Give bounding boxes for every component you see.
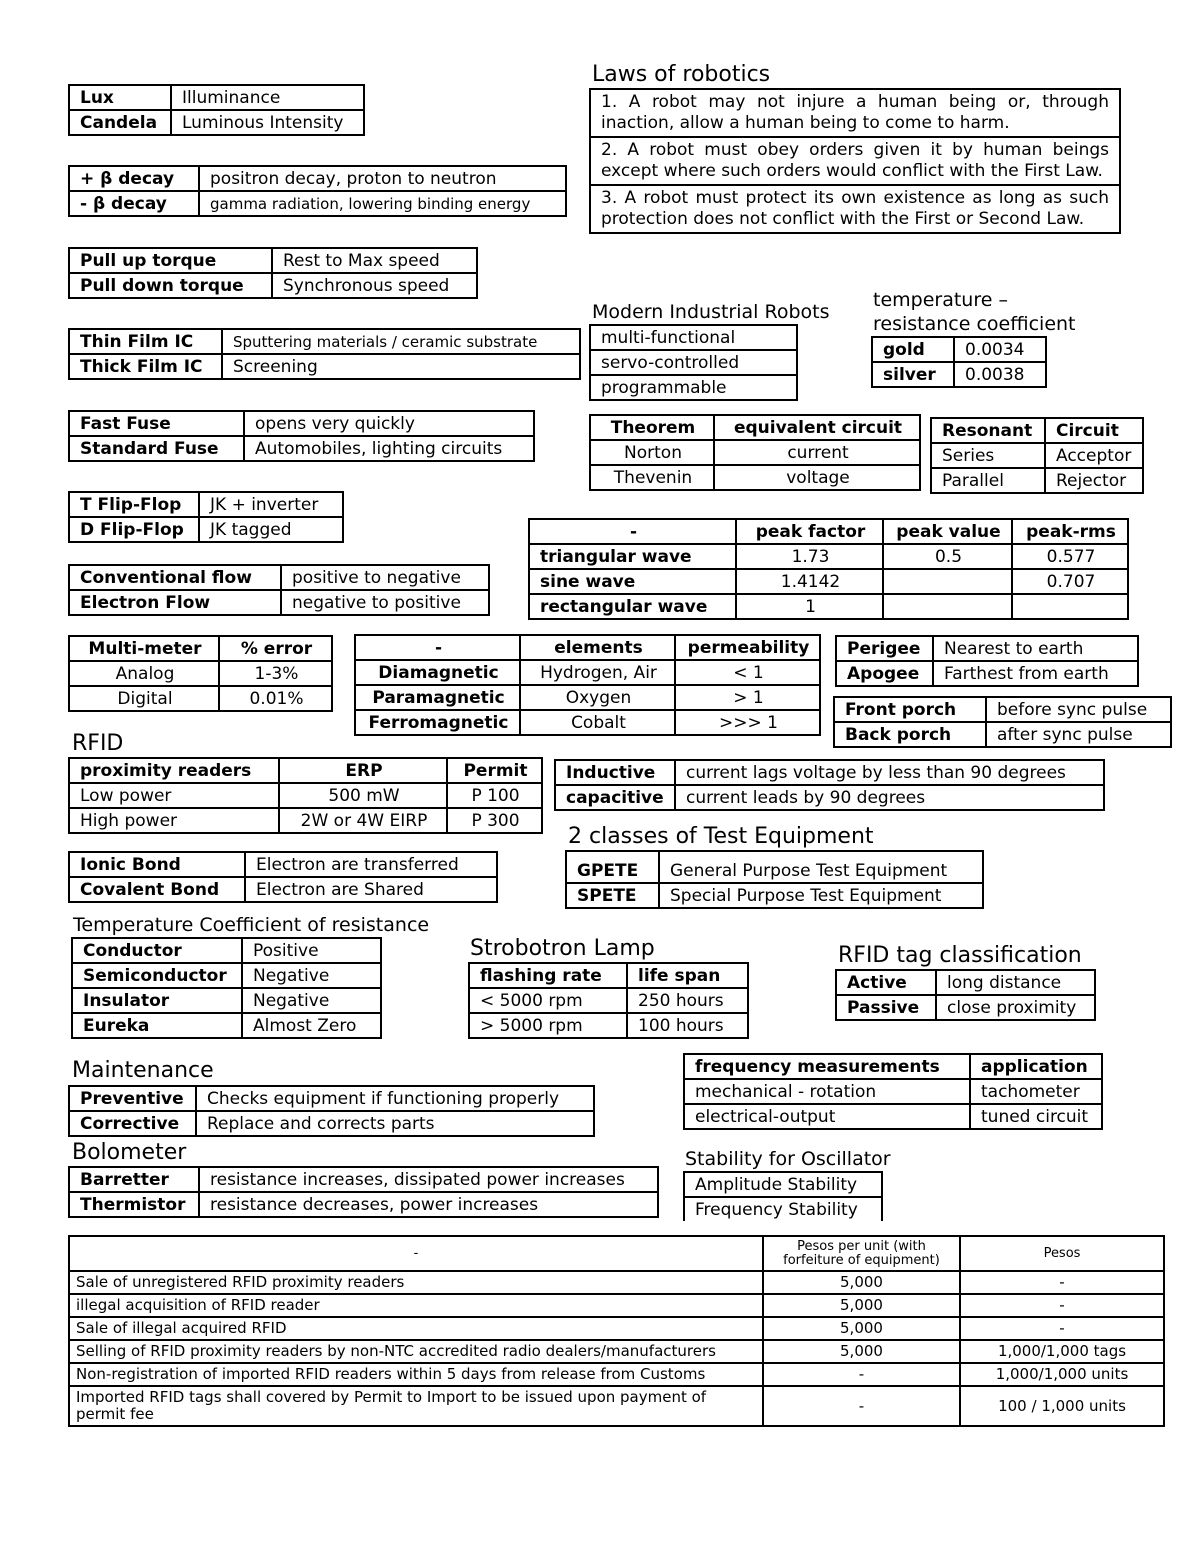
cell: Frequency Stability xyxy=(684,1197,882,1221)
cell: 5,000 xyxy=(763,1317,960,1340)
definition-cell: resistance decreases, power increases xyxy=(199,1192,658,1217)
definition-cell: close proximity xyxy=(936,995,1095,1020)
term-cell: Back porch xyxy=(834,722,986,747)
definition-cell: Negative xyxy=(242,963,381,988)
cell: 1,000/1,000 tags xyxy=(960,1340,1164,1363)
cell: 5,000 xyxy=(763,1271,960,1294)
term-cell: Preventive xyxy=(69,1086,196,1111)
cell: P 100 xyxy=(447,783,542,808)
header-cell: equivalent circuit xyxy=(714,415,920,440)
cell: 2W or 4W EIRP xyxy=(279,808,447,833)
definition-cell: Electron are Shared xyxy=(245,877,497,902)
value-cell: 0.0038 xyxy=(954,362,1046,387)
term-cell: Front porch xyxy=(834,697,986,722)
header-cell: % error xyxy=(219,636,332,661)
term-cell: Thick Film IC xyxy=(69,354,222,379)
header-cell: life span xyxy=(627,963,748,988)
definition-cell: Sputtering materials / ceramic substrate xyxy=(222,329,580,354)
term-cell: T Flip-Flop xyxy=(69,492,199,517)
test-equip-title: 2 classes of Test Equipment xyxy=(568,824,874,849)
definition-cell: Negative xyxy=(242,988,381,1013)
cell: electrical-output xyxy=(684,1104,970,1129)
temp-res-title-1: temperature – xyxy=(873,289,1008,311)
beta-decay-table xyxy=(68,165,567,217)
bolometer-title: Bolometer xyxy=(72,1140,187,1165)
cell: - xyxy=(960,1294,1164,1317)
cell: Paramagnetic xyxy=(355,685,520,710)
cell: Cobalt xyxy=(520,710,675,735)
cell: Parallel xyxy=(931,468,1045,493)
definition-cell: long distance xyxy=(936,970,1095,995)
strobotron-title: Strobotron Lamp xyxy=(470,936,655,961)
law-item: 1. A robot may not injure a human being or, through inaction, allow a human being to come to harm. xyxy=(590,89,1120,137)
cell: Acceptor xyxy=(1045,443,1143,468)
definition-cell: current leads by 90 degrees xyxy=(675,785,1104,810)
cell: rectangular wave xyxy=(529,594,736,619)
resonant-table xyxy=(930,417,1144,494)
cell: 250 hours xyxy=(627,988,748,1013)
cell: 5,000 xyxy=(763,1340,960,1363)
header-cell: - xyxy=(529,519,736,544)
cell: Sale of illegal acquired RFID xyxy=(69,1317,763,1340)
header-cell: ERP xyxy=(279,758,447,783)
term-cell: Fast Fuse xyxy=(69,411,244,436)
cell: Imported RFID tags shall covered by Permit to Import to be issued upon payment of permit fee xyxy=(69,1386,763,1426)
current-flow-table xyxy=(68,564,490,616)
lux-table xyxy=(68,84,365,136)
strobotron-table xyxy=(468,962,749,1039)
value-cell: 0.0034 xyxy=(954,337,1046,362)
cell: 0.707 xyxy=(1012,569,1128,594)
term-cell: Passive xyxy=(836,995,936,1020)
cell: - xyxy=(960,1271,1164,1294)
term-cell: D Flip-Flop xyxy=(69,517,199,542)
cell: programmable xyxy=(590,375,797,400)
term-cell: gold xyxy=(872,337,954,362)
term-cell: Covalent Bond xyxy=(69,877,245,902)
header-cell: Circuit xyxy=(1045,418,1143,443)
cell: Norton xyxy=(590,440,714,465)
bolometer-table xyxy=(68,1166,659,1218)
term-cell: Thin Film IC xyxy=(69,329,222,354)
header-cell: proximity readers xyxy=(69,758,279,783)
term-cell: Electron Flow xyxy=(69,590,281,615)
definition-cell: Automobiles, lighting circuits xyxy=(244,436,534,461)
term-cell: Active xyxy=(836,970,936,995)
cell: 100 / 1,000 units xyxy=(960,1386,1164,1426)
cell: > 5000 rpm xyxy=(469,1013,627,1038)
cell: Diamagnetic xyxy=(355,660,520,685)
robots-title: Modern Industrial Robots xyxy=(592,301,830,323)
temp-coef-title: Temperature Coefficient of resistance xyxy=(73,914,430,936)
definition-cell: Rest to Max speed xyxy=(272,248,477,273)
header-cell: Multi-meter xyxy=(69,636,219,661)
cell: High power xyxy=(69,808,279,833)
definition-cell: Luminous Intensity xyxy=(171,110,364,135)
term-cell: - β decay xyxy=(69,191,199,216)
cell: Sale of unregistered RFID proximity readers xyxy=(69,1271,763,1294)
term-cell: Corrective xyxy=(69,1111,196,1136)
cell: Thevenin xyxy=(590,465,714,490)
definition-cell: Farthest from earth xyxy=(933,661,1138,686)
cell: Ferromagnetic xyxy=(355,710,520,735)
header-cell: - xyxy=(69,1236,763,1271)
definition-cell: Checks equipment if functioning properly xyxy=(196,1086,594,1111)
cell: 1,000/1,000 units xyxy=(960,1363,1164,1386)
term-cell: Apogee xyxy=(836,661,933,686)
definition-cell: Replace and corrects parts xyxy=(196,1111,594,1136)
term-cell: Barretter xyxy=(69,1167,199,1192)
rfid-title: RFID xyxy=(72,731,124,756)
cell: Selling of RFID proximity readers by non-NTC accredited radio dealers/manufacturers xyxy=(69,1340,763,1363)
bond-table xyxy=(68,851,498,903)
term-cell: Pull up torque xyxy=(69,248,272,273)
rfid-tag-table xyxy=(835,969,1096,1021)
header-cell: Permit xyxy=(447,758,542,783)
stability-table xyxy=(683,1171,883,1221)
flipflop-table xyxy=(68,491,344,543)
term-cell: Inductive xyxy=(555,760,675,785)
header-cell: Theorem xyxy=(590,415,714,440)
definition-cell: after sync pulse xyxy=(986,722,1171,747)
cell: servo-controlled xyxy=(590,350,797,375)
law-item: 3. A robot must protect its own existence as long as such protection does not conflict with the First or Second Law. xyxy=(590,185,1120,233)
fuse-table xyxy=(68,410,535,462)
cell: Hydrogen, Air xyxy=(520,660,675,685)
law-item: 2. A robot must obey orders given it by human beings except where such orders would conflict with the First Law. xyxy=(590,137,1120,185)
laws-title: Laws of robotics xyxy=(592,62,771,87)
term-cell: Standard Fuse xyxy=(69,436,244,461)
cell: > 1 xyxy=(675,685,820,710)
cell: 0.01% xyxy=(219,686,332,711)
rfid-fines-table xyxy=(68,1235,1165,1427)
term-cell: Conductor xyxy=(72,938,242,963)
cell: < 5000 rpm xyxy=(469,988,627,1013)
definition-cell: before sync pulse xyxy=(986,697,1171,722)
cell: Analog xyxy=(69,661,219,686)
term-cell: Conventional flow xyxy=(69,565,281,590)
cell: Rejector xyxy=(1045,468,1143,493)
definition-cell: Almost Zero xyxy=(242,1013,381,1038)
cell: illegal acquisition of RFID reader xyxy=(69,1294,763,1317)
cell: - xyxy=(763,1363,960,1386)
term-cell: GPETE xyxy=(566,851,659,883)
definition-cell: JK + inverter xyxy=(199,492,343,517)
cell: Series xyxy=(931,443,1045,468)
test-equip-table xyxy=(565,850,984,909)
definition-cell: Electron are transferred xyxy=(245,852,497,877)
cell xyxy=(883,594,1012,619)
cell: 1.4142 xyxy=(736,569,883,594)
cell: 0.577 xyxy=(1012,544,1128,569)
header-cell: frequency measurements xyxy=(684,1054,970,1079)
cell: current xyxy=(714,440,920,465)
term-cell: Thermistor xyxy=(69,1192,199,1217)
header-cell: elements xyxy=(520,635,675,660)
cell: 1.73 xyxy=(736,544,883,569)
temp-res-table xyxy=(871,336,1047,388)
definition-cell: Illuminance xyxy=(171,85,364,110)
cell: tuned circuit xyxy=(970,1104,1102,1129)
header-cell: peak-rms xyxy=(1012,519,1128,544)
cell: mechanical - rotation xyxy=(684,1079,970,1104)
term-cell: + β decay xyxy=(69,166,199,191)
header-cell: peak value xyxy=(883,519,1012,544)
definition-cell: Synchronous speed xyxy=(272,273,477,298)
multimeter-table xyxy=(68,635,333,712)
cell: 0.5 xyxy=(883,544,1012,569)
cell: voltage xyxy=(714,465,920,490)
freq-table xyxy=(683,1053,1103,1130)
cell: tachometer xyxy=(970,1079,1102,1104)
definition-cell: positron decay, proton to neutron xyxy=(199,166,566,191)
inductive-table xyxy=(554,759,1105,811)
porch-table xyxy=(833,696,1172,748)
theorem-table xyxy=(589,414,921,491)
cell: < 1 xyxy=(675,660,820,685)
definition-cell: gamma radiation, lowering binding energy xyxy=(199,191,566,216)
term-cell: Pull down torque xyxy=(69,273,272,298)
cell: sine wave xyxy=(529,569,736,594)
header-cell: permeability xyxy=(675,635,820,660)
definition-cell: positive to negative xyxy=(281,565,489,590)
stability-title: Stability for Oscillator xyxy=(685,1148,891,1170)
definition-cell: General Purpose Test Equipment xyxy=(659,851,983,883)
definition-cell: opens very quickly xyxy=(244,411,534,436)
cell: multi-functional xyxy=(590,325,797,350)
header-cell: Pesos per unit (with forfeiture of equipment) xyxy=(763,1236,960,1271)
cell: 1-3% xyxy=(219,661,332,686)
cell: 100 hours xyxy=(627,1013,748,1038)
cell: Low power xyxy=(69,783,279,808)
cell: Digital xyxy=(69,686,219,711)
term-cell: Eureka xyxy=(72,1013,242,1038)
header-cell: application xyxy=(970,1054,1102,1079)
header-cell: peak factor xyxy=(736,519,883,544)
perigee-table xyxy=(835,635,1139,687)
definition-cell: Nearest to earth xyxy=(933,636,1138,661)
cell xyxy=(883,569,1012,594)
torque-table xyxy=(68,247,478,299)
term-cell: Candela xyxy=(69,110,171,135)
term-cell: Perigee xyxy=(836,636,933,661)
maintenance-table xyxy=(68,1085,595,1137)
robots-table xyxy=(589,324,798,401)
definition-cell: Positive xyxy=(242,938,381,963)
cell: 500 mW xyxy=(279,783,447,808)
cell: Amplitude Stability xyxy=(684,1172,882,1197)
rfid-power-table xyxy=(68,757,543,834)
definition-cell: current lags voltage by less than 90 degrees xyxy=(675,760,1104,785)
term-cell: Insulator xyxy=(72,988,242,1013)
cell: P 300 xyxy=(447,808,542,833)
term-cell: Ionic Bond xyxy=(69,852,245,877)
cell: >>> 1 xyxy=(675,710,820,735)
definition-cell: negative to positive xyxy=(281,590,489,615)
magnetic-table xyxy=(354,634,821,736)
cell: Non-registration of imported RFID readers within 5 days from release from Customs xyxy=(69,1363,763,1386)
cell: 1 xyxy=(736,594,883,619)
maintenance-title: Maintenance xyxy=(72,1058,214,1083)
film-ic-table xyxy=(68,328,581,380)
term-cell: Semiconductor xyxy=(72,963,242,988)
term-cell: SPETE xyxy=(566,883,659,908)
definition-cell: resistance increases, dissipated power increases xyxy=(199,1167,658,1192)
cell: - xyxy=(960,1317,1164,1340)
cell: triangular wave xyxy=(529,544,736,569)
header-cell: - xyxy=(355,635,520,660)
rfid-tag-title: RFID tag classification xyxy=(838,943,1082,968)
temp-res-title-2: resistance coefficient xyxy=(873,313,1076,335)
temp-coef-table xyxy=(71,937,382,1039)
laws-table xyxy=(589,88,1121,234)
cell: Oxygen xyxy=(520,685,675,710)
cell xyxy=(1012,594,1128,619)
wave-table xyxy=(528,518,1129,620)
term-cell: silver xyxy=(872,362,954,387)
header-cell: Resonant xyxy=(931,418,1045,443)
term-cell: Lux xyxy=(69,85,171,110)
definition-cell: Special Purpose Test Equipment xyxy=(659,883,983,908)
header-cell: Pesos xyxy=(960,1236,1164,1271)
cell: 5,000 xyxy=(763,1294,960,1317)
term-cell: capacitive xyxy=(555,785,675,810)
cell: - xyxy=(763,1386,960,1426)
header-cell: flashing rate xyxy=(469,963,627,988)
definition-cell: JK tagged xyxy=(199,517,343,542)
definition-cell: Screening xyxy=(222,354,580,379)
